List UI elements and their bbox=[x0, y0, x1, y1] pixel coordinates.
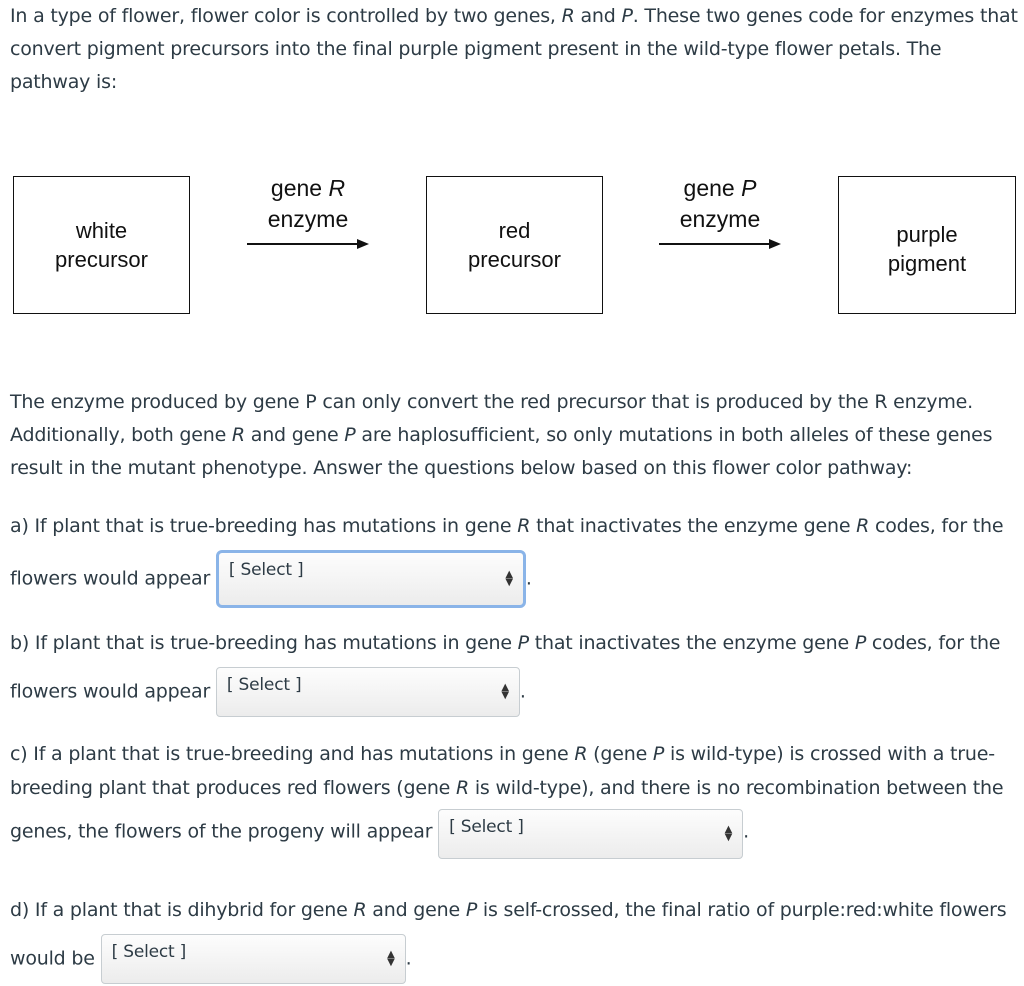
gene-word: gene bbox=[270, 175, 329, 201]
question-text: that inactivates the enzyme gene bbox=[530, 515, 857, 537]
gene-r-italic: R bbox=[231, 424, 245, 446]
period: . bbox=[519, 680, 526, 703]
arrow-right-icon bbox=[659, 238, 781, 250]
white-precursor-box bbox=[13, 176, 190, 314]
gene-word: gene bbox=[683, 175, 742, 201]
select-placeholder: [ Select ] bbox=[449, 817, 524, 837]
gene-letter: R bbox=[456, 777, 470, 799]
period: . bbox=[743, 820, 749, 843]
question-text: that inactivates the enzyme gene bbox=[528, 632, 855, 654]
gene-letter: P bbox=[741, 175, 757, 201]
box-label-line: precursor bbox=[55, 247, 148, 272]
gene-r-italic: R bbox=[561, 5, 575, 27]
gene-p-enzyme-label bbox=[630, 173, 810, 235]
intro-paragraph bbox=[10, 0, 1020, 99]
arrow-right-icon bbox=[247, 238, 369, 250]
select-updown-icon: ▲ ▼ bbox=[387, 949, 395, 968]
gene-letter: P bbox=[465, 899, 478, 921]
intro-text: . These two genes code for enzymes that convert pigment precursors into the final purple pigment present in the wild-type flower petals. The pathway is: bbox=[10, 5, 1018, 93]
gene-letter: R bbox=[353, 899, 367, 921]
question-text: codes, for the flowers would appear bbox=[10, 515, 1004, 590]
question-text: d) If a plant that is dihybrid for gene bbox=[10, 899, 354, 921]
question-text: is self-crossed, the final ratio of purple:red:white flowers would be bbox=[10, 899, 1007, 970]
question-a bbox=[10, 503, 1015, 608]
gene-letter: P bbox=[854, 632, 867, 654]
answer-a-select[interactable] bbox=[216, 550, 526, 608]
select-updown-icon: ▲ ▼ bbox=[724, 824, 733, 843]
gene-letter: R bbox=[856, 515, 870, 537]
gene-letter: P bbox=[517, 632, 529, 654]
gene-r-enzyme-label bbox=[218, 173, 398, 235]
question-text: is wild-type) is crossed with a true-breeding plant that produces red flowers (gene bbox=[10, 743, 995, 799]
period: . bbox=[525, 567, 532, 590]
intro-text: and bbox=[574, 5, 622, 27]
gene-p-italic: P bbox=[344, 424, 356, 446]
intro-text: In a type of flower, flower color is controlled by two genes, bbox=[10, 5, 562, 27]
question-c bbox=[10, 737, 1015, 859]
box-label-line: red bbox=[498, 218, 531, 243]
question-text: and gene bbox=[366, 899, 466, 921]
explanation-paragraph bbox=[10, 386, 1020, 485]
question-b bbox=[10, 620, 1015, 717]
enzyme-word: enzyme bbox=[267, 206, 349, 232]
gene-letter: P bbox=[652, 743, 665, 765]
enzyme-word: enzyme bbox=[679, 206, 761, 232]
gene-p-italic: P bbox=[621, 5, 633, 27]
select-placeholder: [ Select ] bbox=[226, 675, 302, 695]
explanation-text: The enzyme produced by gene P can only convert the red precursor that is produced by the R enzyme. Additionally, both gene bbox=[10, 391, 973, 446]
question-text: (gene bbox=[587, 743, 653, 765]
explanation-text: and gene bbox=[244, 424, 345, 446]
box-label-line: precursor bbox=[468, 247, 561, 272]
gene-letter: R bbox=[574, 743, 588, 765]
box-label-line: pigment bbox=[887, 251, 967, 276]
answer-d-select[interactable] bbox=[101, 934, 406, 984]
explanation-text: are haplosufficient, so only mutations in both alleles of these genes result in the mutant phenotype. Answer the questions below based on this flower color pathway: bbox=[10, 424, 993, 479]
gene-letter: R bbox=[328, 175, 346, 201]
question-text: codes, for the flowers would appear bbox=[10, 632, 1001, 703]
gene-letter: R bbox=[517, 515, 531, 537]
question-text: c) If a plant that is true-breeding and has mutations in gene bbox=[10, 743, 575, 765]
question-d bbox=[10, 887, 1015, 984]
period: . bbox=[405, 947, 412, 970]
purple-pigment-box bbox=[838, 176, 1016, 314]
select-updown-icon: ▲ ▼ bbox=[505, 569, 513, 588]
answer-c-select[interactable] bbox=[438, 809, 743, 859]
select-placeholder: [ Select ] bbox=[111, 942, 187, 962]
select-updown-icon: ▲ ▼ bbox=[501, 682, 509, 701]
question-text: is wild-type), and there is no recombination between the genes, the flowers of the progeny will appear bbox=[10, 777, 1004, 843]
red-precursor-box bbox=[426, 176, 603, 314]
question-text: b) If plant that is true-breeding has mutations in gene bbox=[10, 632, 518, 654]
question-text: a) If plant that is true-breeding has mutations in gene bbox=[10, 515, 518, 537]
box-label-line: white bbox=[75, 218, 128, 243]
box-label-line: purple bbox=[896, 222, 958, 247]
select-placeholder: [ Select ] bbox=[228, 560, 304, 580]
answer-b-select[interactable] bbox=[216, 667, 520, 717]
